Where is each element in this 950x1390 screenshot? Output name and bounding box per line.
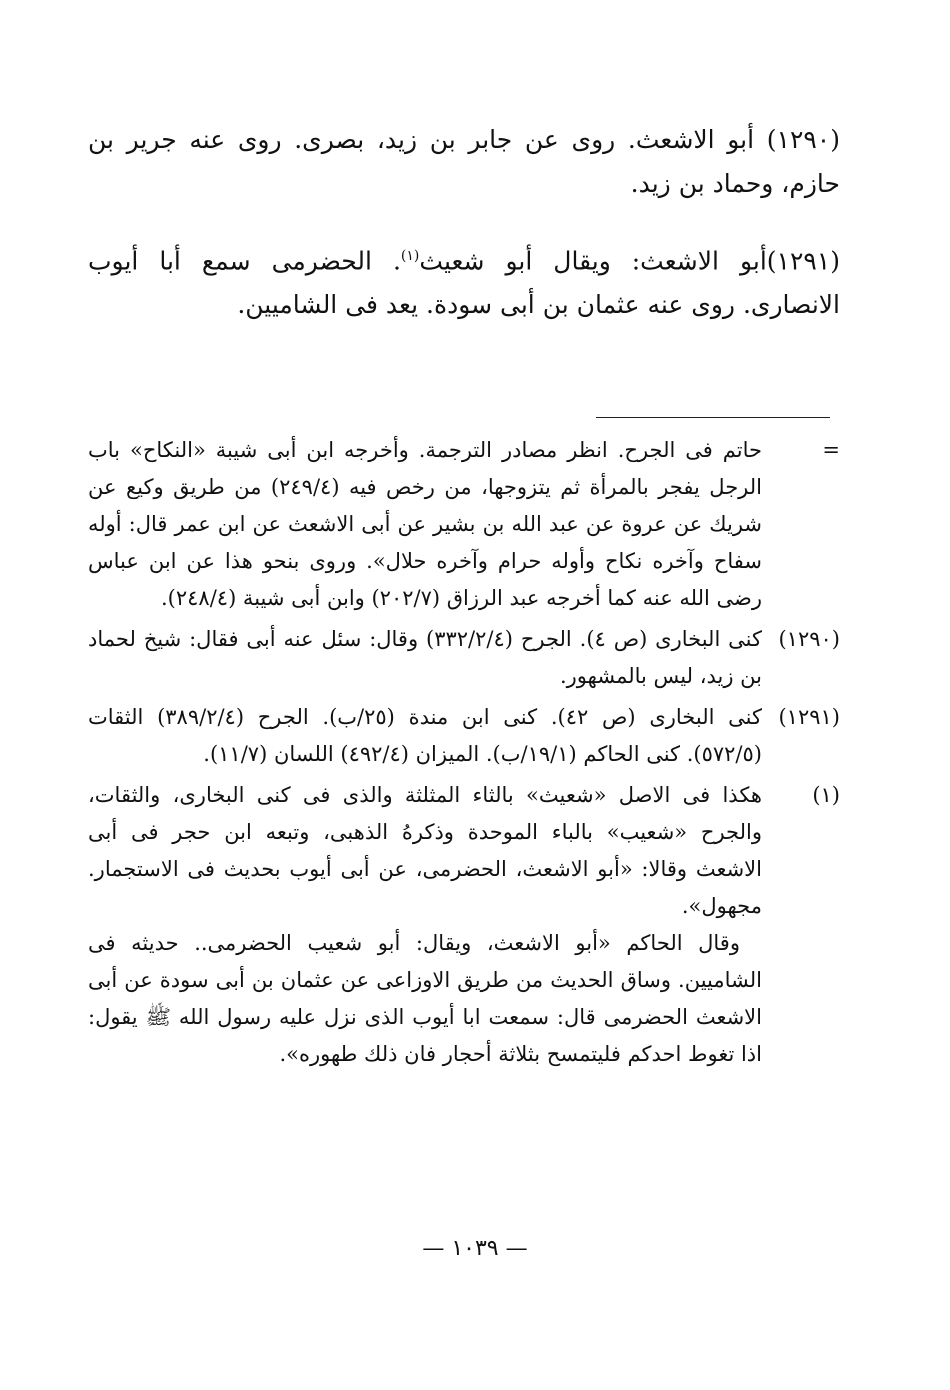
footnote-label: (١٢٩٠) bbox=[778, 627, 840, 651]
main-text bbox=[88, 118, 840, 355]
footnote-body bbox=[88, 777, 762, 1073]
entry-1291-text-before: (١٢٩١)أبو الاشعث: ويقال أبو شعيث bbox=[419, 246, 840, 276]
entry-1290-text: (١٢٩٠) أبو الاشعث. روى عن جابر بن زيد، بصرى. روى عنه جرير بن حازم، وحماد بن زيد. bbox=[88, 125, 840, 198]
footnote-divider bbox=[596, 417, 830, 418]
footnote-label: = bbox=[822, 438, 840, 462]
entry-1291 bbox=[88, 234, 840, 327]
footnote-body bbox=[88, 432, 762, 617]
footnote-1 bbox=[88, 777, 840, 1073]
footnote-1291 bbox=[88, 699, 840, 773]
footnote-label: (١٢٩١) bbox=[778, 705, 840, 729]
footnote-paragraph: وقال الحاكم «أبو الاشعث، ويقال: أبو شعيب الحضرمى.. حديثه فى الشاميين. وساق الحديث من طريق الاوزاعى عن عثمان بن أبى سودة عن أبى الاشعث الحضرمى قال: سمعت ابا أيوب الذى نزل عليه رسول الله ﷺ يقول: اذا تغوط احدكم فليتمسح بثلاثة أحجار فان ذلك طهوره». bbox=[88, 931, 762, 1066]
footnote-ref-1: (١) bbox=[400, 248, 420, 264]
footnote-continuation bbox=[88, 432, 840, 617]
page-number: — ١٠٣٩ — bbox=[422, 1236, 528, 1261]
footnotes bbox=[88, 432, 840, 1077]
footnote-label: (١) bbox=[812, 783, 840, 807]
entry-1290 bbox=[88, 118, 840, 206]
footnote-paragraph: حاتم فى الجرح. انظر مصادر الترجمة. وأخرجه ابن أبى شيبة «النكاح» باب الرجل يفجر بالمرأة ثم يتزوجها، من رخص فيه (٢٤٩/٤) من طريق وكيع عن شريك عن عروة عن عبد الله بن بشير عن أبى الاشعث عن ابن عمر قال: أوله سفاح وآخره نكاح وأوله حرام وآخره حلال». وروى بنحو هذا عن ابن عباس رضى الله عنه كما أخرجه عبد الرزاق (٢٠٢/٧) وابن أبى شيبة (٢٤٨/٤). bbox=[88, 438, 762, 610]
footnote-paragraph: هكذا فى الاصل «شعيث» بالثاء المثلثة والذى فى كنى البخارى، والثقات، والجرح «شعيب» بالباء الموحدة وذكرهُ الذهبى، وتبعه ابن حجر فى أبى الاشعث وقالا: «أبو الاشعث، الحضرمى، عن أبى أيوب بحديث فى الاستجمار. مجهول». bbox=[88, 783, 762, 918]
footnote-body bbox=[88, 699, 762, 773]
footnote-body bbox=[88, 621, 762, 695]
footnote-paragraph: كنى البخارى (ص ٤). الجرح (٣٣٢/٢/٤) وقال: سئل عنه أبى فقال: شيخ لحماد بن زيد، ليس بالمشهور. bbox=[88, 627, 763, 688]
footnote-1290 bbox=[88, 621, 840, 695]
entry-1291-text-after: . الحضرمى سمع أبا أيوب الانصارى. روى عنه عثمان بن أبى سودة. يعد فى الشاميين. bbox=[88, 246, 840, 320]
footnote-paragraph: كنى البخارى (ص ٤٢). كنى ابن مندة (٢٥/ب). الجرح (٣٨٩/٢/٤) الثقات (٥٧٢/٥). كنى الحاكم (١٩/١/ب). الميزان (٤٩٢/٤) اللسان (١١/٧). bbox=[88, 705, 762, 766]
